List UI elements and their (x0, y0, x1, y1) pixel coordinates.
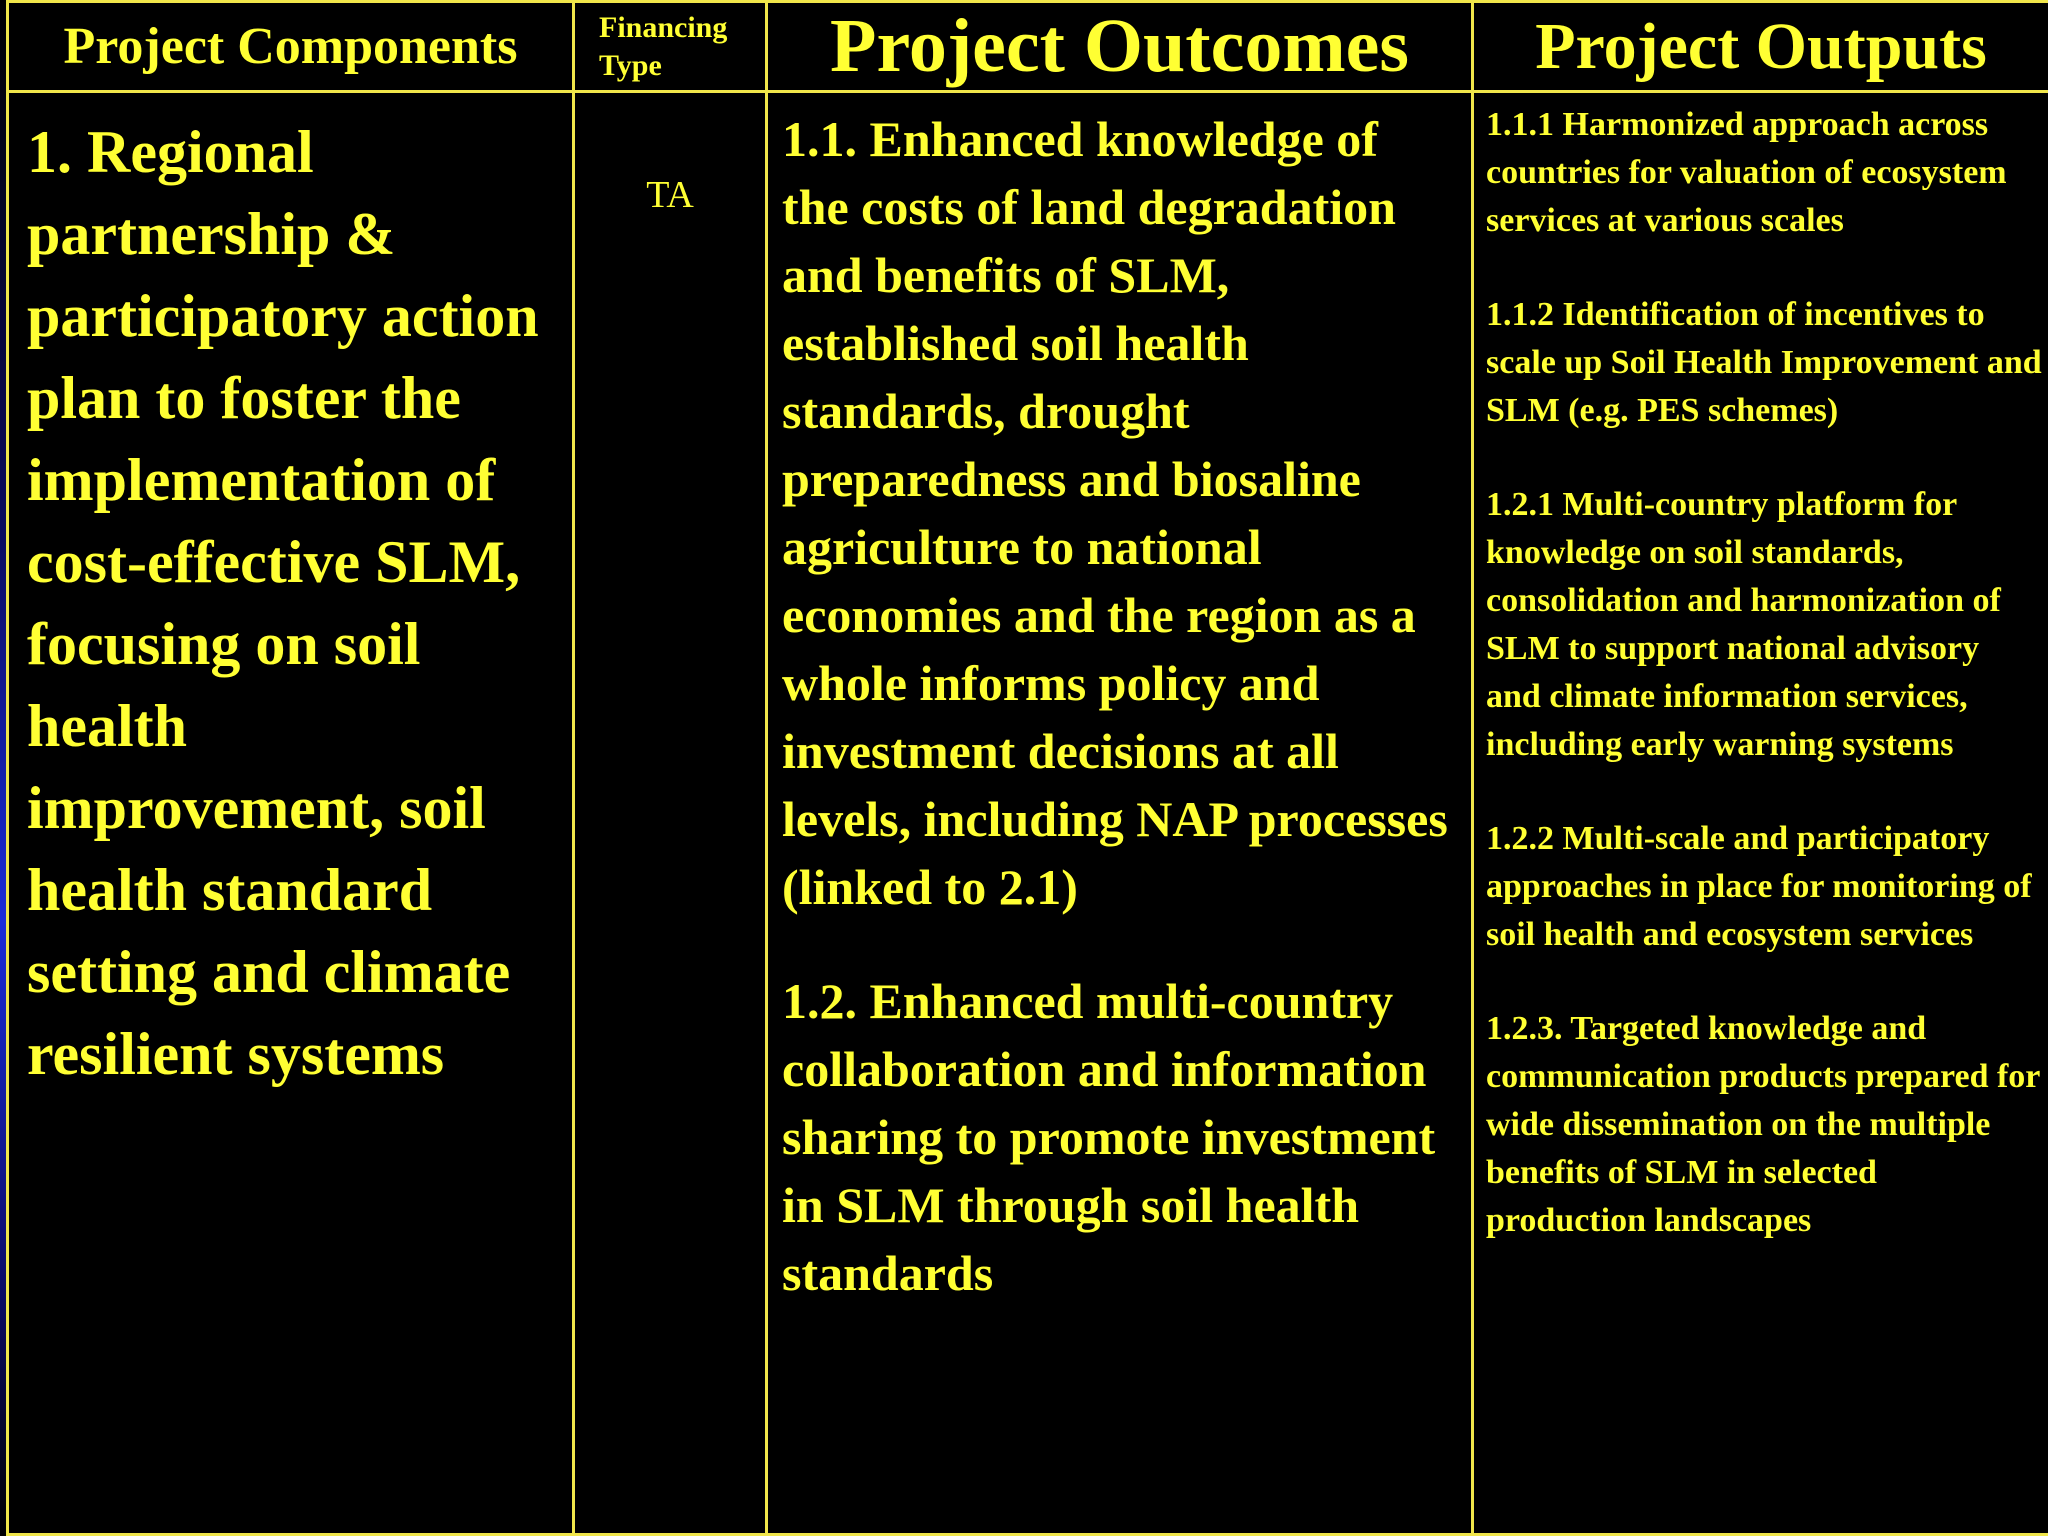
output-item: 1.2.1 Multi-country platform for knowledge on soil standards, consolidation and harmonization of SLM to support national advisory and climate information services, including early warning systems (1486, 486, 2001, 763)
project-framework-table (6, 0, 2048, 1536)
component-cell: 1. Regional partnership & participatory action plan to foster the implementation of cost-effective SLM, focusing on soil health improvement, soil health standard setting and climate resilient systems (8, 92, 574, 1535)
table-header-row (8, 2, 2048, 92)
header-financing-type (574, 2, 767, 92)
financing-type-cell: TA (574, 92, 767, 1535)
output-item: 1.2.3. Targeted knowledge and communication products prepared for wide dissemination on the multiple benefits of SLM in selected production landscapes (1486, 1010, 2040, 1239)
output-item: 1.1.1 Harmonized approach across countries for valuation of ecosystem services at various scales (1486, 106, 2007, 239)
header-project-outputs: Project Outputs (1473, 2, 2048, 92)
outputs-cell (1473, 92, 2048, 1535)
header-financing-line2: Type (599, 48, 662, 82)
header-financing-line1: Financing (599, 11, 728, 44)
table-row (8, 92, 2048, 1535)
output-item: 1.2.2 Multi-scale and participatory approaches in place for monitoring of soil health and ecosystem services (1486, 820, 2032, 953)
header-project-components: Project Components (8, 2, 574, 92)
outcome-item: 1.2. Enhanced multi-country collaboration and information sharing to promote investment in SLM through soil health standards (782, 973, 1436, 1301)
outcome-item: 1.1. Enhanced knowledge of the costs of land degradation and benefits of SLM, established soil health standards, drought preparedness and biosaline agriculture to national economies and the region as a whole informs policy and investment decisions at all levels, including NAP processes (linked to 2.1) (782, 111, 1448, 915)
output-item: 1.1.2 Identification of incentives to scale up Soil Health Improvement and SLM (e.g. PES schemes) (1486, 296, 2042, 429)
outcomes-cell (767, 92, 1473, 1535)
header-project-outcomes: Project Outcomes (767, 2, 1473, 92)
